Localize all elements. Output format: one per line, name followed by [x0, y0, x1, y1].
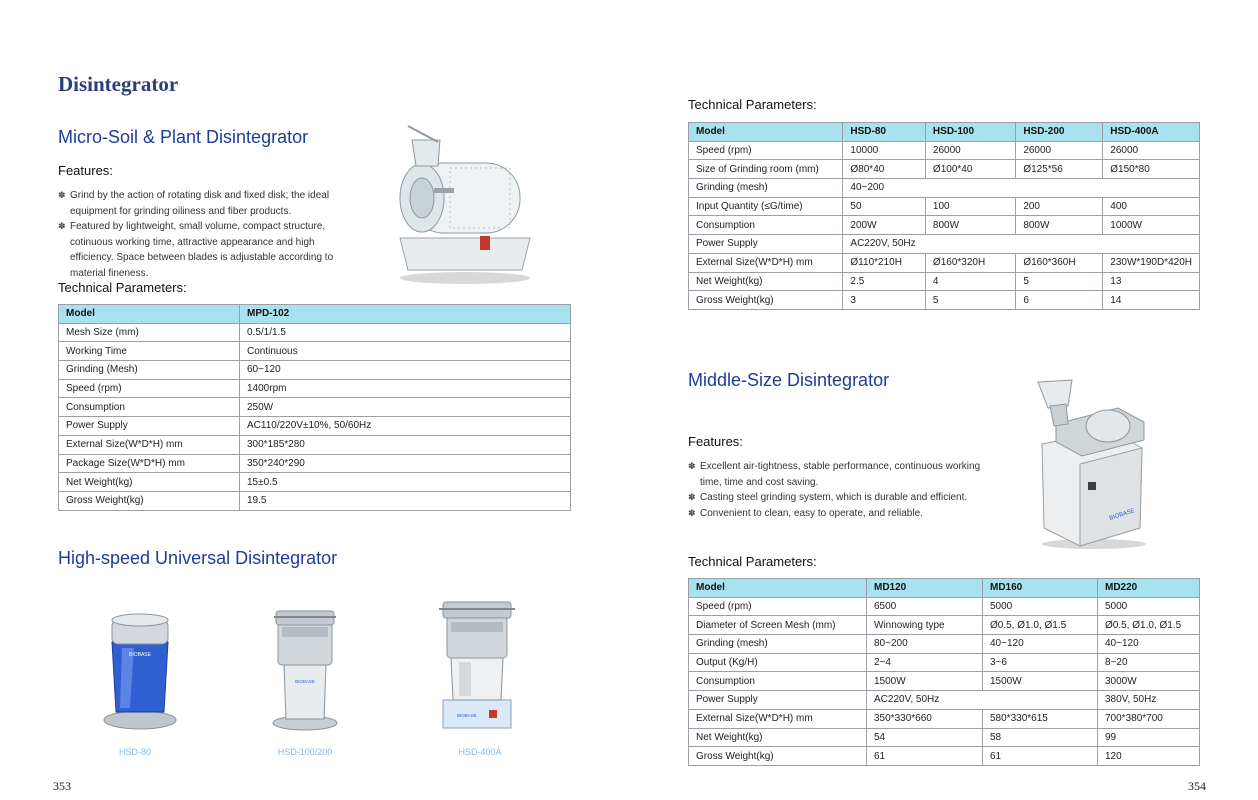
feature-item: ✽ Convenient to clean, easy to operate, and reliable. [688, 506, 988, 522]
table-cell: 100 [925, 197, 1015, 216]
middle-size-features [688, 459, 988, 521]
table-header-cell: Model [689, 579, 867, 598]
table-cell: Power Supply [59, 417, 240, 436]
table-cell: Ø0.5, Ø1.0, Ø1.5 [983, 616, 1098, 635]
micro-soil-features [58, 188, 358, 281]
table-cell: 26000 [1103, 141, 1200, 160]
table-cell: 60~120 [240, 361, 571, 380]
md-spec-table [688, 578, 1200, 766]
table-row [59, 491, 571, 510]
table-cell: 61 [867, 747, 983, 766]
table-cell: Gross Weight(kg) [689, 291, 843, 310]
table-cell: Ø160*320H [925, 253, 1015, 272]
table-cell: 61 [983, 747, 1098, 766]
page-title: Disintegrator [58, 72, 179, 96]
micro-soil-features-label: Features: [58, 163, 113, 178]
table-cell: 40~120 [983, 635, 1098, 654]
table-cell: Ø125*56 [1016, 160, 1103, 179]
feature-item: ✽ Excellent air-tightness, stable performance, continuous working time, time and cost saving. [688, 459, 988, 490]
table-cell: Speed (rpm) [689, 141, 843, 160]
table-row [689, 235, 1200, 254]
hsd-400a-caption: HSD-400A [458, 747, 502, 757]
table-header-row [59, 305, 571, 324]
table-cell: 200 [1016, 197, 1103, 216]
table-cell: Grinding (mesh) [689, 179, 843, 198]
table-cell: 6500 [867, 597, 983, 616]
table-cell: 580*330*615 [983, 709, 1098, 728]
table-row [689, 728, 1200, 747]
table-cell: Power Supply [689, 235, 843, 254]
table-cell: 13 [1103, 272, 1200, 291]
table-cell: 1500W [867, 672, 983, 691]
table-header-row [689, 579, 1200, 598]
table-cell: 800W [925, 216, 1015, 235]
hsd-100-200-brand: BIOBASE [295, 679, 315, 684]
hsd-400a-image [437, 596, 517, 732]
table-cell: 4 [925, 272, 1015, 291]
table-cell: Diameter of Screen Mesh (mm) [689, 616, 867, 635]
table-row [59, 454, 571, 473]
table-cell: Output (Kg/H) [689, 653, 867, 672]
feature-item: ✽ Casting steel grinding system, which is durable and efficient. [688, 490, 988, 506]
table-cell: Package Size(W*D*H) mm [59, 454, 240, 473]
table-row [59, 398, 571, 417]
table-cell: 1500W [983, 672, 1098, 691]
table-row [689, 709, 1200, 728]
table-cell: 5 [925, 291, 1015, 310]
table-cell: 200W [843, 216, 926, 235]
table-row [59, 417, 571, 436]
table-cell: 14 [1103, 291, 1200, 310]
table-cell: External Size(W*D*H) mm [689, 709, 867, 728]
table-cell: 26000 [1016, 141, 1103, 160]
table-cell: Consumption [689, 672, 867, 691]
table-cell: External Size(W*D*H) mm [59, 435, 240, 454]
table-header-cell: HSD-400A [1103, 123, 1200, 142]
middle-size-disintegrator-image [1032, 378, 1154, 550]
table-row [689, 216, 1200, 235]
table-cell: 5 [1016, 272, 1103, 291]
table-cell: 700*380*700 [1098, 709, 1200, 728]
hsd-80-image [100, 612, 180, 732]
table-header-cell: Model [59, 305, 240, 324]
table-cell: 54 [867, 728, 983, 747]
table-header-cell: MD160 [983, 579, 1098, 598]
table-cell: 5000 [983, 597, 1098, 616]
table-header-cell: MPD-102 [240, 305, 571, 324]
table-row [59, 379, 571, 398]
table-row [689, 197, 1200, 216]
table-cell: Ø100*40 [925, 160, 1015, 179]
table-cell: Grinding (Mesh) [59, 361, 240, 380]
middle-size-features-label: Features: [688, 434, 743, 449]
hsd-params-label: Technical Parameters: [688, 97, 817, 112]
table-row [59, 473, 571, 492]
micro-soil-title: Micro-Soil & Plant Disintegrator [58, 127, 309, 147]
table-cell: Speed (rpm) [59, 379, 240, 398]
table-cell: 2~4 [867, 653, 983, 672]
table-cell: 15±0.5 [240, 473, 571, 492]
table-cell: Continuous [240, 342, 571, 361]
table-row [689, 616, 1200, 635]
table-cell: 2.5 [843, 272, 926, 291]
table-cell: 50 [843, 197, 926, 216]
table-cell: AC220V, 50Hz [867, 691, 1098, 710]
table-row [59, 323, 571, 342]
mpd-spec-table [58, 304, 571, 511]
table-row [689, 653, 1200, 672]
micro-soil-params-label: Technical Parameters: [58, 280, 187, 295]
table-cell: 6 [1016, 291, 1103, 310]
table-cell: Consumption [689, 216, 843, 235]
table-cell: Grinding (mesh) [689, 635, 867, 654]
table-cell: Ø80*40 [843, 160, 926, 179]
table-cell: 350*240*290 [240, 454, 571, 473]
table-header-cell: Model [689, 123, 843, 142]
table-row [689, 160, 1200, 179]
table-header-row [689, 123, 1200, 142]
middle-size-title: Middle-Size Disintegrator [688, 370, 890, 390]
table-cell: Speed (rpm) [689, 597, 867, 616]
table-cell: 99 [1098, 728, 1200, 747]
table-cell: Net Weight(kg) [689, 728, 867, 747]
hsd-400a-brand: BIOBASE [457, 713, 477, 718]
table-row [689, 253, 1200, 272]
table-cell: 120 [1098, 747, 1200, 766]
table-cell: 300*185*280 [240, 435, 571, 454]
table-row [689, 691, 1200, 710]
feature-item: ✽ Featured by lightweight, small volume, compact structure, cotinuous working time, attractive appearance and high efficiency. Space between blades is adjustable according to material fineness. [58, 219, 358, 281]
table-cell: Gross Weight(kg) [59, 491, 240, 510]
table-cell: 19.5 [240, 491, 571, 510]
micro-soil-disintegrator-image [390, 118, 540, 286]
hsd-100-200-caption: HSD-100/200 [277, 747, 333, 757]
table-cell: AC110/220V±10%, 50/60Hz [240, 417, 571, 436]
table-row [689, 672, 1200, 691]
table-row [59, 342, 571, 361]
table-cell: External Size(W*D*H) mm [689, 253, 843, 272]
table-row [689, 179, 1200, 198]
table-row [59, 361, 571, 380]
table-cell: Power Supply [689, 691, 867, 710]
hsd-80-caption: HSD-80 [118, 747, 151, 757]
table-cell: AC220V, 50Hz [843, 235, 1200, 254]
table-cell: 58 [983, 728, 1098, 747]
table-cell: 3~6 [983, 653, 1098, 672]
hsd-spec-table [688, 122, 1200, 310]
table-row [689, 747, 1200, 766]
table-cell: 380V, 50Hz [1098, 691, 1200, 710]
table-row [689, 272, 1200, 291]
table-cell: 250W [240, 398, 571, 417]
table-cell: 400 [1103, 197, 1200, 216]
page-number-right: 354 [1188, 779, 1206, 793]
table-row [59, 435, 571, 454]
table-cell: 1000W [1103, 216, 1200, 235]
hsd-80-brand: BIOBASE [129, 652, 151, 658]
feature-item: ✽ Grind by the action of rotating disk and fixed disk; the ideal equipment for grinding oiliness and fiber products. [58, 188, 358, 219]
table-cell: 80~200 [867, 635, 983, 654]
table-cell: 230W*190D*420H [1103, 253, 1200, 272]
table-cell: 40~120 [1098, 635, 1200, 654]
table-row [689, 597, 1200, 616]
table-cell: 40~200 [843, 179, 1200, 198]
middle-size-brand: BIOBASE [1108, 508, 1136, 522]
middle-size-params-label: Technical Parameters: [688, 554, 817, 569]
table-cell: Size of Grinding room (mm) [689, 160, 843, 179]
table-header-cell: MD120 [867, 579, 983, 598]
table-cell: 1400rpm [240, 379, 571, 398]
table-cell: 0.5/1/1.5 [240, 323, 571, 342]
table-cell: Gross Weight(kg) [689, 747, 867, 766]
table-cell: 5000 [1098, 597, 1200, 616]
hsd-100-200-image [270, 605, 340, 733]
table-header-cell: HSD-200 [1016, 123, 1103, 142]
table-cell: Working Time [59, 342, 240, 361]
table-cell: Ø160*360H [1016, 253, 1103, 272]
table-cell: Winnowing type [867, 616, 983, 635]
table-cell: Net Weight(kg) [59, 473, 240, 492]
table-cell: 3 [843, 291, 926, 310]
table-cell: 800W [1016, 216, 1103, 235]
table-cell: 8~20 [1098, 653, 1200, 672]
table-cell: Ø0.5, Ø1.0, Ø1.5 [1098, 616, 1200, 635]
table-cell: Mesh Size (mm) [59, 323, 240, 342]
table-cell: Net Weight(kg) [689, 272, 843, 291]
table-cell: 10000 [843, 141, 926, 160]
table-row [689, 141, 1200, 160]
table-row [689, 635, 1200, 654]
table-cell: Ø110*210H [843, 253, 926, 272]
table-row [689, 291, 1200, 310]
high-speed-title: High-speed Universal Disintegrator [58, 548, 338, 568]
page-number-left: 353 [53, 779, 71, 793]
table-cell: Input Quantity (≤G/time) [689, 197, 843, 216]
table-header-cell: HSD-100 [925, 123, 1015, 142]
table-cell: Ø150*80 [1103, 160, 1200, 179]
table-cell: 3000W [1098, 672, 1200, 691]
table-cell: Consumption [59, 398, 240, 417]
table-header-cell: HSD-80 [843, 123, 926, 142]
table-cell: 26000 [925, 141, 1015, 160]
table-cell: 350*330*660 [867, 709, 983, 728]
table-header-cell: MD220 [1098, 579, 1200, 598]
